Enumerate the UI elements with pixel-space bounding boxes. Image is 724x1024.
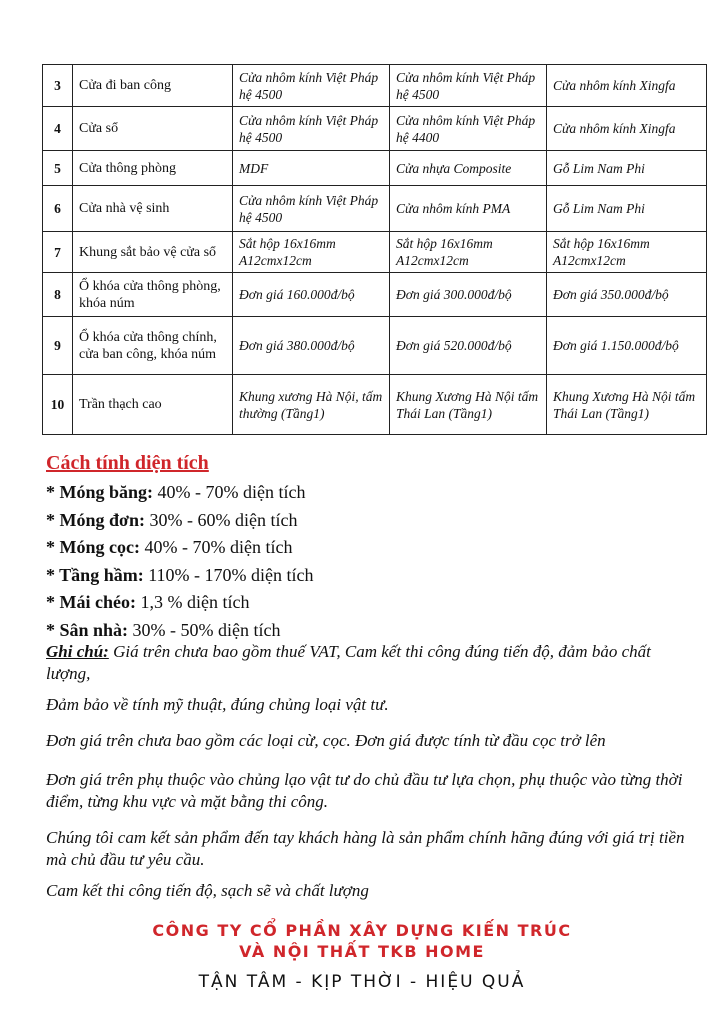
note-paragraph: Cam kết thi công tiến độ, sạch sẽ và chất lượng <box>46 881 369 900</box>
option-standard: Sắt hộp 16x16mm A12cmx12cm <box>390 232 547 273</box>
option-premium: Gỗ Lim Nam Phi <box>547 151 707 186</box>
row-item: Cửa thông phòng <box>73 151 233 186</box>
list-item <box>46 534 314 562</box>
item-label: * Tầng hầm: <box>46 564 144 585</box>
table-row <box>43 186 707 232</box>
row-number: 8 <box>43 273 73 317</box>
table-row <box>43 273 707 317</box>
row-item: Cửa sổ <box>73 107 233 151</box>
row-item: Trần thạch cao <box>73 375 233 435</box>
option-standard: Khung Xương Hà Nội tấm Thái Lan (Tầng1) <box>390 375 547 435</box>
table-row <box>43 375 707 435</box>
option-standard: Cửa nhôm kính Việt Pháp hệ 4400 <box>390 107 547 151</box>
row-item: Khung sắt bảo vệ cửa sổ <box>73 232 233 273</box>
option-standard: Cửa nhôm kính Việt Pháp hệ 4500 <box>390 65 547 107</box>
option-basic: Đơn giá 380.000đ/bộ <box>233 317 390 375</box>
table-row <box>43 232 707 273</box>
row-item: Cửa nhà vệ sinh <box>73 186 233 232</box>
row-number: 4 <box>43 107 73 151</box>
area-calc-list <box>46 479 314 644</box>
row-number: 6 <box>43 186 73 232</box>
note-label: Ghi chú: <box>46 642 109 661</box>
table-row <box>43 317 707 375</box>
item-label: * Mái chéo: <box>46 592 136 612</box>
option-basic: MDF <box>233 151 390 186</box>
list-item <box>46 479 314 507</box>
option-basic: Sắt hộp 16x16mm A12cmx12cm <box>233 232 390 273</box>
option-basic: Cửa nhôm kính Việt Pháp hệ 4500 <box>233 65 390 107</box>
area-calc-heading: Cách tính diện tích <box>46 452 209 474</box>
item-value: 1,3 % diện tích <box>135 592 250 612</box>
row-number: 9 <box>43 317 73 375</box>
row-item: Cửa đi ban công <box>73 65 233 107</box>
item-value: 30% - 50% diện tích <box>128 619 281 640</box>
table-row <box>43 65 707 107</box>
list-item <box>46 617 314 645</box>
option-basic: Khung xương Hà Nội, tấm thường (Tầng1) <box>233 375 390 435</box>
item-label: * Móng băng: <box>46 482 154 502</box>
option-basic: Đơn giá 160.000đ/bộ <box>233 273 390 317</box>
item-value: 110% - 170% diện tích <box>143 564 314 585</box>
note-text: Giá trên chưa bao gồm thuế VAT, Cam kết thi công đúng tiến độ, đảm bảo chất lượng, <box>46 642 651 683</box>
list-item <box>46 589 314 617</box>
item-label: * Sân nhà: <box>46 619 129 640</box>
row-number: 7 <box>43 232 73 273</box>
row-item: Ổ khóa cửa thông phòng, khóa núm <box>73 273 233 317</box>
note-paragraph <box>46 641 686 685</box>
list-item <box>46 507 314 535</box>
item-value: 40% - 70% diện tích <box>153 482 306 502</box>
option-basic: Cửa nhôm kính Việt Pháp hệ 4500 <box>233 186 390 232</box>
note-paragraph: Đơn giá trên chưa bao gồm các loại cừ, cọc. Đơn giá được tính từ đầu cọc trở lên <box>46 731 606 750</box>
company-name-line2: VÀ NỘI THẤT TKB HOME <box>239 942 485 961</box>
option-standard: Cửa nhựa Composite <box>390 151 547 186</box>
option-premium: Khung Xương Hà Nội tấm Thái Lan (Tầng1) <box>547 375 707 435</box>
option-premium: Đơn giá 1.150.000đ/bộ <box>547 317 707 375</box>
option-standard: Đơn giá 520.000đ/bộ <box>390 317 547 375</box>
company-name-line1: CÔNG TY CỔ PHẦN XÂY DỰNG KIẾN TRÚC <box>152 921 572 940</box>
item-value: 40% - 70% diện tích <box>139 537 293 557</box>
option-premium: Cửa nhôm kính Xingfa <box>547 107 707 151</box>
note-paragraph: Đơn giá trên phụ thuộc vào chủng lạo vật tư do chủ đầu tư lựa chọn, phụ thuộc vào từng thời điểm, từng khu vực và mặt bằng thi công. <box>46 770 683 811</box>
option-standard: Đơn giá 300.000đ/bộ <box>390 273 547 317</box>
item-label: * Móng đơn: <box>46 509 145 530</box>
row-number: 10 <box>43 375 73 435</box>
table-row <box>43 151 707 186</box>
option-premium: Sắt hộp 16x16mm A12cmx12cm <box>547 232 707 273</box>
option-standard: Cửa nhôm kính PMA <box>390 186 547 232</box>
list-item <box>46 562 314 590</box>
option-premium: Cửa nhôm kính Xingfa <box>547 65 707 107</box>
option-premium: Gỗ Lim Nam Phi <box>547 186 707 232</box>
item-value: 30% - 60% diện tích <box>144 509 298 530</box>
table-row <box>43 107 707 151</box>
note-paragraph: Đảm bảo về tính mỹ thuật, đúng chủng loại vật tư. <box>46 695 389 714</box>
row-number: 3 <box>43 65 73 107</box>
option-premium: Đơn giá 350.000đ/bộ <box>547 273 707 317</box>
material-table <box>42 64 707 435</box>
row-item: Ổ khóa cửa thông chính, cửa ban công, khóa núm <box>73 317 233 375</box>
company-slogan: TẬN TÂM - KỊP THỜI - HIỆU QUẢ <box>198 972 526 992</box>
option-basic: Cửa nhôm kính Việt Pháp hệ 4500 <box>233 107 390 151</box>
item-label: * Móng cọc: <box>46 537 140 557</box>
note-paragraph: Chúng tôi cam kết sản phẩm đến tay khách hàng là sản phẩm chính hãng đúng với giá trị tiền mà chủ đầu tư yêu cầu. <box>46 828 685 869</box>
row-number: 5 <box>43 151 73 186</box>
